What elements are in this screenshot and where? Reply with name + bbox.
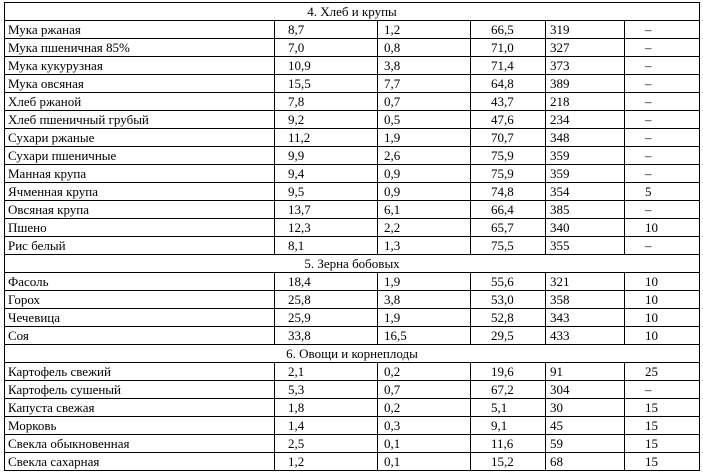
carbs-cell: 19,6: [471, 363, 546, 381]
fat-cell: 0,7: [378, 93, 471, 111]
protein-cell: 25,9: [275, 309, 378, 327]
calories-cell: 340: [546, 219, 625, 237]
calories-cell: 45: [546, 417, 625, 435]
product-name-cell: Картофель сушеный: [5, 381, 275, 399]
calories-cell: 234: [546, 111, 625, 129]
table-row: [5, 435, 700, 453]
product-name-cell: Морковь: [5, 417, 275, 435]
fat-cell: 0,1: [378, 435, 471, 453]
protein-cell: 9,9: [275, 147, 378, 165]
calories-cell: 359: [546, 147, 625, 165]
protein-cell: 7,0: [275, 39, 378, 57]
carbs-cell: 53,0: [471, 291, 546, 309]
protein-cell: 1,8: [275, 399, 378, 417]
extra-cell: –: [625, 57, 700, 75]
fat-cell: 0,2: [378, 399, 471, 417]
extra-cell: –: [625, 165, 700, 183]
carbs-cell: 71,4: [471, 57, 546, 75]
product-name-cell: Мука кукурузная: [5, 57, 275, 75]
product-name-cell: Мука овсяная: [5, 75, 275, 93]
fat-cell: 0,5: [378, 111, 471, 129]
protein-cell: 5,3: [275, 381, 378, 399]
carbs-cell: 29,5: [471, 327, 546, 345]
calories-cell: 354: [546, 183, 625, 201]
section-title: 4. Хлеб и крупы: [5, 3, 700, 21]
table-row: [5, 75, 700, 93]
carbs-cell: 9,1: [471, 417, 546, 435]
protein-cell: 15,5: [275, 75, 378, 93]
extra-cell: 15: [625, 435, 700, 453]
extra-cell: 25: [625, 363, 700, 381]
table-row: [5, 417, 700, 435]
fat-cell: 3,8: [378, 291, 471, 309]
table-row: [5, 291, 700, 309]
extra-cell: 10: [625, 219, 700, 237]
extra-cell: 5: [625, 183, 700, 201]
nutrition-table-body: [5, 3, 700, 471]
product-name-cell: Хлеб пшеничный грубый: [5, 111, 275, 129]
extra-cell: 10: [625, 273, 700, 291]
fat-cell: 3,8: [378, 57, 471, 75]
protein-cell: 10,9: [275, 57, 378, 75]
section-title: 6. Овощи и корнеплоды: [5, 345, 700, 363]
product-name-cell: Манная крупа: [5, 165, 275, 183]
carbs-cell: 66,5: [471, 21, 546, 39]
fat-cell: 0,9: [378, 183, 471, 201]
calories-cell: 389: [546, 75, 625, 93]
calories-cell: 348: [546, 129, 625, 147]
fat-cell: 1,9: [378, 309, 471, 327]
carbs-cell: 43,7: [471, 93, 546, 111]
extra-cell: 15: [625, 417, 700, 435]
table-row: [5, 165, 700, 183]
product-name-cell: Сухари ржаные: [5, 129, 275, 147]
calories-cell: 30: [546, 399, 625, 417]
fat-cell: 0,1: [378, 453, 471, 471]
calories-cell: 327: [546, 39, 625, 57]
carbs-cell: 67,2: [471, 381, 546, 399]
fat-cell: 7,7: [378, 75, 471, 93]
calories-cell: 59: [546, 435, 625, 453]
table-row: [5, 39, 700, 57]
extra-cell: –: [625, 21, 700, 39]
extra-cell: –: [625, 75, 700, 93]
product-name-cell: Пшено: [5, 219, 275, 237]
table-row: [5, 201, 700, 219]
carbs-cell: 75,9: [471, 165, 546, 183]
carbs-cell: 66,4: [471, 201, 546, 219]
extra-cell: 15: [625, 399, 700, 417]
section-header-row: [5, 345, 700, 363]
product-name-cell: Хлеб ржаной: [5, 93, 275, 111]
calories-cell: 355: [546, 237, 625, 255]
calories-cell: 385: [546, 201, 625, 219]
calories-cell: 218: [546, 93, 625, 111]
extra-cell: 10: [625, 327, 700, 345]
carbs-cell: 5,1: [471, 399, 546, 417]
protein-cell: 2,5: [275, 435, 378, 453]
table-row: [5, 111, 700, 129]
product-name-cell: Свекла сахарная: [5, 453, 275, 471]
table-row: [5, 309, 700, 327]
extra-cell: –: [625, 201, 700, 219]
product-name-cell: Овсяная крупа: [5, 201, 275, 219]
carbs-cell: 75,5: [471, 237, 546, 255]
product-name-cell: Картофель свежий: [5, 363, 275, 381]
protein-cell: 18,4: [275, 273, 378, 291]
protein-cell: 7,8: [275, 93, 378, 111]
carbs-cell: 74,8: [471, 183, 546, 201]
protein-cell: 9,5: [275, 183, 378, 201]
fat-cell: 0,2: [378, 363, 471, 381]
carbs-cell: 15,2: [471, 453, 546, 471]
table-row: [5, 381, 700, 399]
protein-cell: 12,3: [275, 219, 378, 237]
extra-cell: 10: [625, 309, 700, 327]
product-name-cell: Сухари пшеничные: [5, 147, 275, 165]
calories-cell: 321: [546, 273, 625, 291]
calories-cell: 304: [546, 381, 625, 399]
product-name-cell: Мука ржаная: [5, 21, 275, 39]
extra-cell: –: [625, 129, 700, 147]
protein-cell: 13,7: [275, 201, 378, 219]
section-header-row: [5, 255, 700, 273]
table-row: [5, 147, 700, 165]
table-row: [5, 453, 700, 471]
extra-cell: 10: [625, 291, 700, 309]
product-name-cell: Горох: [5, 291, 275, 309]
protein-cell: 9,2: [275, 111, 378, 129]
table-row: [5, 327, 700, 345]
product-name-cell: Рис белый: [5, 237, 275, 255]
carbs-cell: 47,6: [471, 111, 546, 129]
table-row: [5, 273, 700, 291]
calories-cell: 319: [546, 21, 625, 39]
table-row: [5, 219, 700, 237]
fat-cell: 1,3: [378, 237, 471, 255]
fat-cell: 0,3: [378, 417, 471, 435]
carbs-cell: 64,8: [471, 75, 546, 93]
extra-cell: –: [625, 93, 700, 111]
protein-cell: 8,1: [275, 237, 378, 255]
table-row: [5, 237, 700, 255]
calories-cell: 68: [546, 453, 625, 471]
protein-cell: 1,2: [275, 453, 378, 471]
table-row: [5, 129, 700, 147]
protein-cell: 2,1: [275, 363, 378, 381]
extra-cell: –: [625, 111, 700, 129]
product-name-cell: Капуста свежая: [5, 399, 275, 417]
carbs-cell: 70,7: [471, 129, 546, 147]
calories-cell: 373: [546, 57, 625, 75]
protein-cell: 11,2: [275, 129, 378, 147]
calories-cell: 91: [546, 363, 625, 381]
extra-cell: 15: [625, 453, 700, 471]
extra-cell: –: [625, 39, 700, 57]
protein-cell: 33,8: [275, 327, 378, 345]
carbs-cell: 71,0: [471, 39, 546, 57]
product-name-cell: Чечевица: [5, 309, 275, 327]
protein-cell: 25,8: [275, 291, 378, 309]
fat-cell: 1,2: [378, 21, 471, 39]
table-row: [5, 399, 700, 417]
section-title: 5. Зерна бобовых: [5, 255, 700, 273]
carbs-cell: 65,7: [471, 219, 546, 237]
nutrition-table: [4, 2, 700, 471]
extra-cell: –: [625, 381, 700, 399]
fat-cell: 1,9: [378, 273, 471, 291]
table-row: [5, 183, 700, 201]
fat-cell: 0,7: [378, 381, 471, 399]
protein-cell: 1,4: [275, 417, 378, 435]
fat-cell: 2,6: [378, 147, 471, 165]
product-name-cell: Ячменная крупа: [5, 183, 275, 201]
extra-cell: –: [625, 237, 700, 255]
section-header-row: [5, 3, 700, 21]
fat-cell: 16,5: [378, 327, 471, 345]
carbs-cell: 55,6: [471, 273, 546, 291]
product-name-cell: Фасоль: [5, 273, 275, 291]
product-name-cell: Соя: [5, 327, 275, 345]
extra-cell: –: [625, 147, 700, 165]
calories-cell: 433: [546, 327, 625, 345]
table-row: [5, 21, 700, 39]
fat-cell: 2,2: [378, 219, 471, 237]
table-row: [5, 93, 700, 111]
carbs-cell: 52,8: [471, 309, 546, 327]
fat-cell: 6,1: [378, 201, 471, 219]
fat-cell: 0,8: [378, 39, 471, 57]
calories-cell: 358: [546, 291, 625, 309]
protein-cell: 9,4: [275, 165, 378, 183]
fat-cell: 0,9: [378, 165, 471, 183]
product-name-cell: Мука пшеничная 85%: [5, 39, 275, 57]
protein-cell: 8,7: [275, 21, 378, 39]
product-name-cell: Свекла обыкновенная: [5, 435, 275, 453]
nutrition-table-container: [4, 2, 700, 471]
calories-cell: 343: [546, 309, 625, 327]
table-row: [5, 363, 700, 381]
carbs-cell: 11,6: [471, 435, 546, 453]
fat-cell: 1,9: [378, 129, 471, 147]
calories-cell: 359: [546, 165, 625, 183]
carbs-cell: 75,9: [471, 147, 546, 165]
table-row: [5, 57, 700, 75]
